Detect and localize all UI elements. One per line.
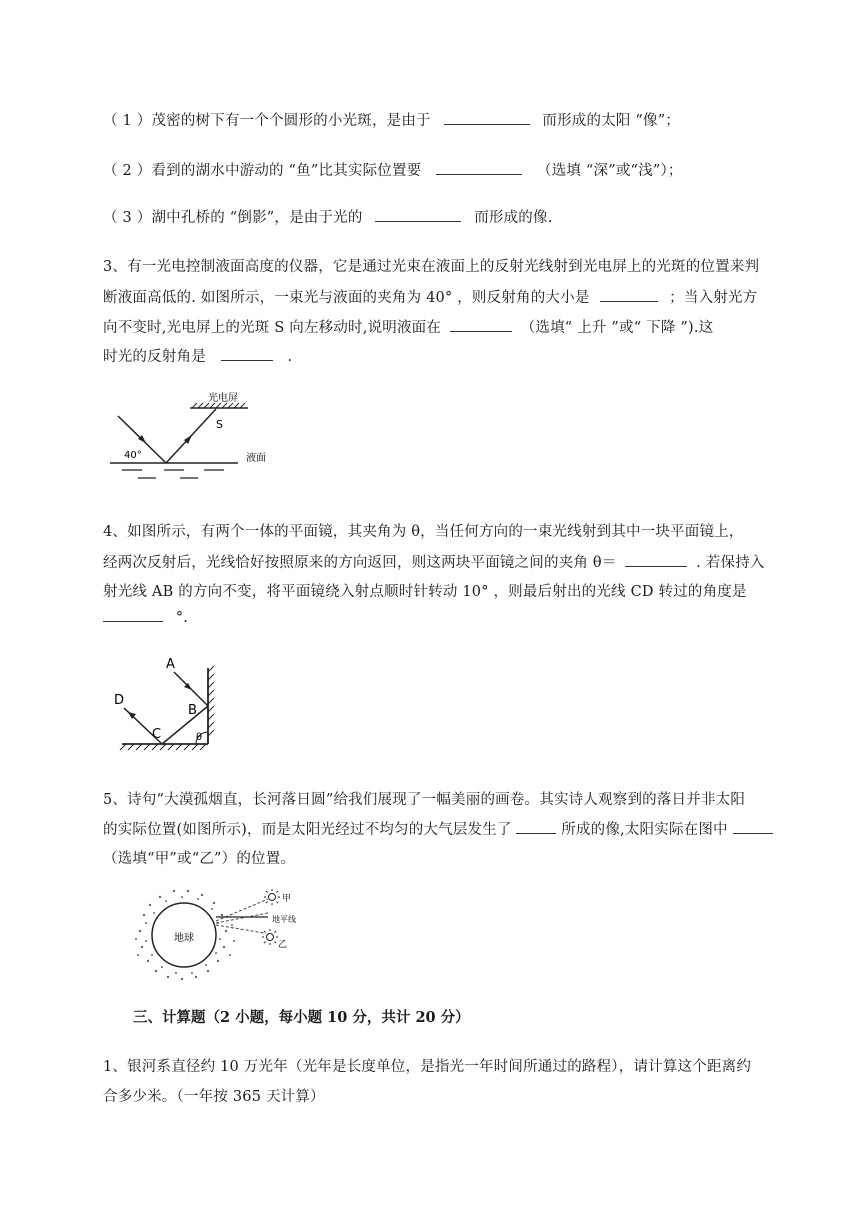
q3-line3a: 向不变时,光电屏上的光斑 S 向左移动时,说明液面在 [103,320,442,336]
answer-blank[interactable] [221,346,273,361]
q4-line2a: 经两次反射后，光线恰好按照原来的方向返回，则这两块平面镜之间的夹角 θ＝ [103,555,617,571]
q3-line4b: . [287,349,293,365]
answer-blank[interactable] [733,819,773,834]
q4-line1: 4、如图所示，有两个一体的平面镜，其夹角为 θ，当任何方向的一束光线射到其中一块平面镜上， [103,524,744,540]
q4-line3: 射光线 AB 的方向不变，将平面镜绕入射点顺时针转动 10° ，则最后射出的光线 CD 转过的角度是 [103,584,747,600]
q5-line2a: 的实际位置(如图所示)，而是太阳光经过不均匀的大气层发生了 [103,822,512,838]
q3-line1: 3、有一光电控制液面高度的仪器，它是通过光束在液面上的反射光线射到光电屏上的光斑的位置来判 [103,259,760,275]
theta-label: θ [196,732,203,743]
q4-line2 [103,551,765,572]
q3-line2b: ；当入射光方 [669,290,758,306]
jia-label: 甲 [282,894,292,904]
q4-line4b: °. [175,610,189,626]
surface-label: 液面 [246,453,266,464]
point-b-label: B [188,703,197,718]
q5-figure [132,885,302,983]
q2-part3-after: 而形成的像. [474,210,553,226]
answer-blank[interactable] [600,287,658,302]
q2-part3 [103,206,553,227]
q5-line2b: 所成的像,太阳实际在图中 [561,822,728,838]
q3-line3b: （选填“ 上升 ”或“ 下降 ”).这 [520,320,714,336]
angle-label: 40° [124,450,142,461]
q4-line2b: . 若保持入 [696,555,765,571]
point-a-label: A [166,657,175,672]
screen-label: 光电屏 [208,393,238,404]
spot-label: S [216,418,223,431]
q3-line4 [103,345,292,366]
answer-blank[interactable] [436,160,522,175]
yi-label: 乙 [278,940,288,950]
section-heading: 三、计算题（2 小题，每小题 10 分，共计 20 分） [133,1009,470,1026]
q4-line4 [103,607,188,626]
point-d-label: D [114,693,125,708]
q2-part2 [103,159,683,180]
q3-line2 [103,286,757,307]
point-c-label: C [152,727,162,742]
horizon-label: 地平线 [272,915,296,924]
q3-line2a: 断液面高低的. 如图所示，一束光与液面的夹角为 40° ，则反射角的大小是 [103,290,590,306]
calc1-line1: 1、银河系直径约 10 万光年（光年是长度单位，是指光一年时间所通过的路程），请计算这个距离约 [103,1059,752,1075]
q2-part1-before: （ 1 ）茂密的树下有一个个圆形的小光斑，是由于 [103,113,431,129]
sun-jia-icon [264,889,280,905]
answer-blank[interactable] [625,552,687,567]
q5-line1: 5、诗句“大漠孤烟直，长河落日圆”给我们展现了一幅美丽的画卷。其实诗人观察到的落日并非太阳 [103,792,746,808]
q2-part1-after: 而形成的太阳 “像”； [542,113,681,129]
q3-figure [108,392,268,482]
q2-part2-before: （ 2 ）看到的湖水中游动的 “鱼”比其实际位置要 [103,163,422,179]
q3-line3 [103,316,713,337]
answer-blank[interactable] [450,317,512,332]
sun-yi-icon [262,929,278,945]
q2-part2-after: （选填 “深”或“浅”）； [537,163,683,179]
q5-line3: （选填“甲”或“乙”）的位置。 [103,851,296,867]
answer-blank[interactable] [516,819,556,834]
q2-part3-before: （ 3 ）湖中孔桥的 “倒影”，是由于光的 [103,210,363,226]
calc1-line2: 合多少米。（一年按 365 天计算） [103,1089,325,1105]
q5-line2 [103,818,773,839]
earth-label: 地球 [174,933,194,944]
q4-figure [108,650,248,752]
q3-line4a: 时光的反射角是 [103,349,206,365]
q2-part1 [103,109,680,130]
answer-blank[interactable] [444,110,530,125]
answer-blank[interactable] [375,207,461,222]
answer-blank[interactable] [103,607,163,622]
